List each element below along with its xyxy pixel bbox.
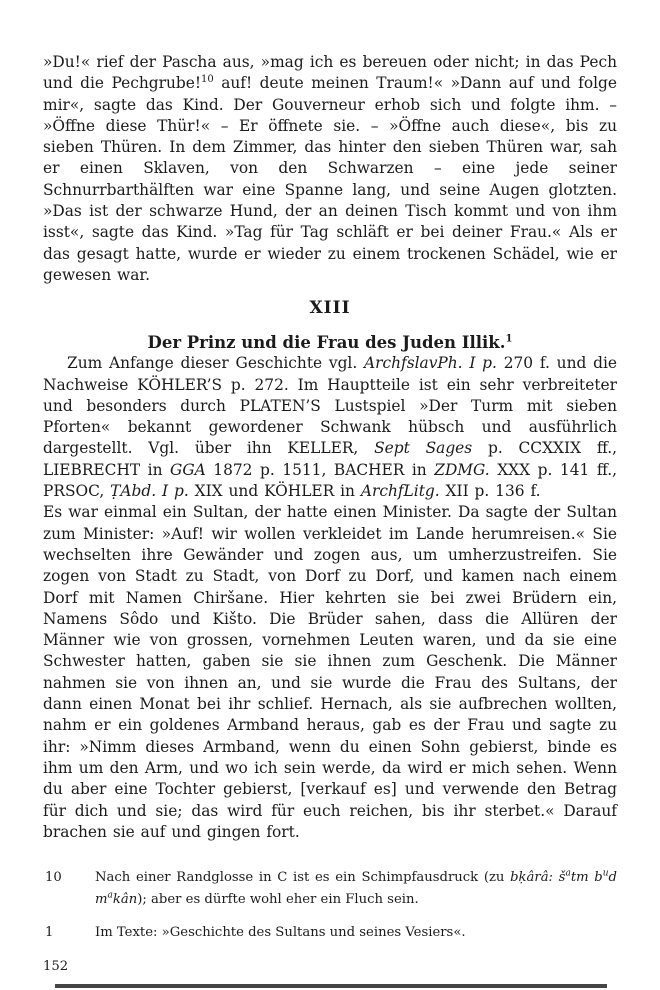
note-text: Zum Anfange dieser Geschichte vgl. [67, 354, 365, 373]
source-note-paragraph [43, 353, 617, 502]
chapter-title [43, 333, 617, 353]
note-text: 1872 p. 1511, BACHER in [205, 460, 435, 479]
footnote-marker: 10 [45, 870, 62, 886]
footnotes-section [43, 867, 617, 944]
chapter-number: XIII [309, 298, 351, 319]
footnote-text-part: ); aber es dürfte wohl eher ein Fluch sein. [137, 891, 419, 907]
story-paragraph: Es war einmal ein Sultan, der hatte einen Minister. Da sagte der Sultan zum Minister: »Auf! wir wollen verkleidet im Lande herumreisen.« Sie wechselten ihre Gewänder und zogen aus, um umherzustreifen. Sie zogen von Stadt zu Stadt, von Dorf zu Dorf, und kamen nach einem Dorf mit Namen Chiršane. Hier kehrten sie bei zwei Brüdern ein, Namens Sôdo und Kišto. Die Brüder sahen, dass die Allüren der Männer wie von grossen, vornehmen Leuten waren, und da sie eine Schwester hatten, gaben sie sie ihnen zum Geschenk. Die Männer nahmen sie von ihnen an, und sie wurde die Frau des Sultans, der dann einen Monat bei ihr schlief. Hernach, als sie aufbrechen wollten, nahm er ein goldenes Armband heraus, gab es der Frau und sagte zu ihr: »Nimm dieses Armband, wenn du einen Sohn gebierst, binde es ihm um den Arm, und wo ich sein werde, da wird er mich sehen. Wenn du aber eine Tochter gebierst, [verkauf es] und verwende den Betrag für dich und sie; das wird für euch reichen, bis ihr sterbet.« Darauf brachen sie auf und gingen fort. [43, 503, 617, 841]
note-citation: ṬAbd. I p. [110, 482, 189, 501]
note-citation: Sept Sages [374, 439, 473, 458]
note-text: p. CCXXIX ff., LIEBRECHT in [43, 439, 617, 479]
continuation-paragraph [43, 52, 617, 286]
note-text: XXX p. 141 ff., PRSOC, [43, 460, 618, 501]
footnote-ref-10: 10 [201, 74, 214, 86]
scan-edge-artifact [55, 984, 607, 988]
footnote-ref-1: 1 [505, 333, 513, 345]
footnote-text-part: Nach einer Randglosse in C ist es ein Schimpfausdruck (zu [95, 870, 511, 886]
transliteration: d m [95, 870, 617, 907]
note-citation: ZDMG. [434, 460, 490, 479]
footnote-text [95, 867, 617, 910]
footnote-1 [43, 922, 617, 944]
paragraph-text: »Du!« rief der Pascha aus, »mag ich es bereuen oder nicht; in das Pech und die Pechgrube! [43, 53, 617, 93]
transliteration: kân [112, 891, 138, 907]
note-text: XII p. 136 f. [439, 482, 541, 501]
note-citation: GGA [170, 460, 206, 479]
note-citation: ArchfLitg. [360, 482, 440, 501]
note-text: XIX und KÖHLER in [188, 482, 361, 501]
footnote-10 [43, 867, 617, 910]
transliteration: bḳârâ: š [510, 870, 566, 886]
note-citation: ArchfslavPh. I p. [364, 354, 497, 373]
transliteration: tm b [570, 870, 603, 886]
text-block [43, 52, 617, 976]
paragraph-text: auf! deute meinen Traum!« »Dann auf und folge mir«, sagte das Kind. Der Gouverneur erhob sich und folgte ihm. – »Öffne diese Thür!« – Er öffnete sie. – »Öffne auch diese«, bis zu sieben Thüren. In dem Zimmer, das hinter den sieben Thüren war, sah er einen Sklaven, von den Schwarzen – eine jede seiner Schnurrbarthälften war eine Spanne lang, und seine Augen glotzten. »Das ist der schwarze Hund, der an deinen Tisch kommt und von ihm isst«, sagte das Kind. »Tag für Tag schläft er bei deiner Frau.« Als er das gesagt hatte, wurde er wieder zu einem trockenen Schädel, wie er gewesen war. [43, 74, 617, 284]
footnote-marker: 1 [45, 925, 54, 941]
transliteration-superscript: a [565, 868, 571, 879]
note-text: 270 f. und die Nachweise KÖHLER’S p. 272. Im Hauptteile ist ein sehr verbreiteter und besonders durch PLATEN’S Lustspiel »Der Turm mit sieben Pforten« bekannt gewordener Schwank hübsch und ausführlich dargestellt. Vgl. über ihn KELLER, [43, 354, 617, 458]
footnote-text: Im Texte: »Geschichte des Sultans und seines Vesiers«. [95, 925, 466, 941]
page-number: 152 [43, 958, 69, 974]
transliteration-superscript: a [107, 890, 113, 901]
transliteration-superscript: u [602, 868, 609, 879]
chapter-title-text: Der Prinz und die Frau des Juden Illik. [147, 333, 506, 353]
